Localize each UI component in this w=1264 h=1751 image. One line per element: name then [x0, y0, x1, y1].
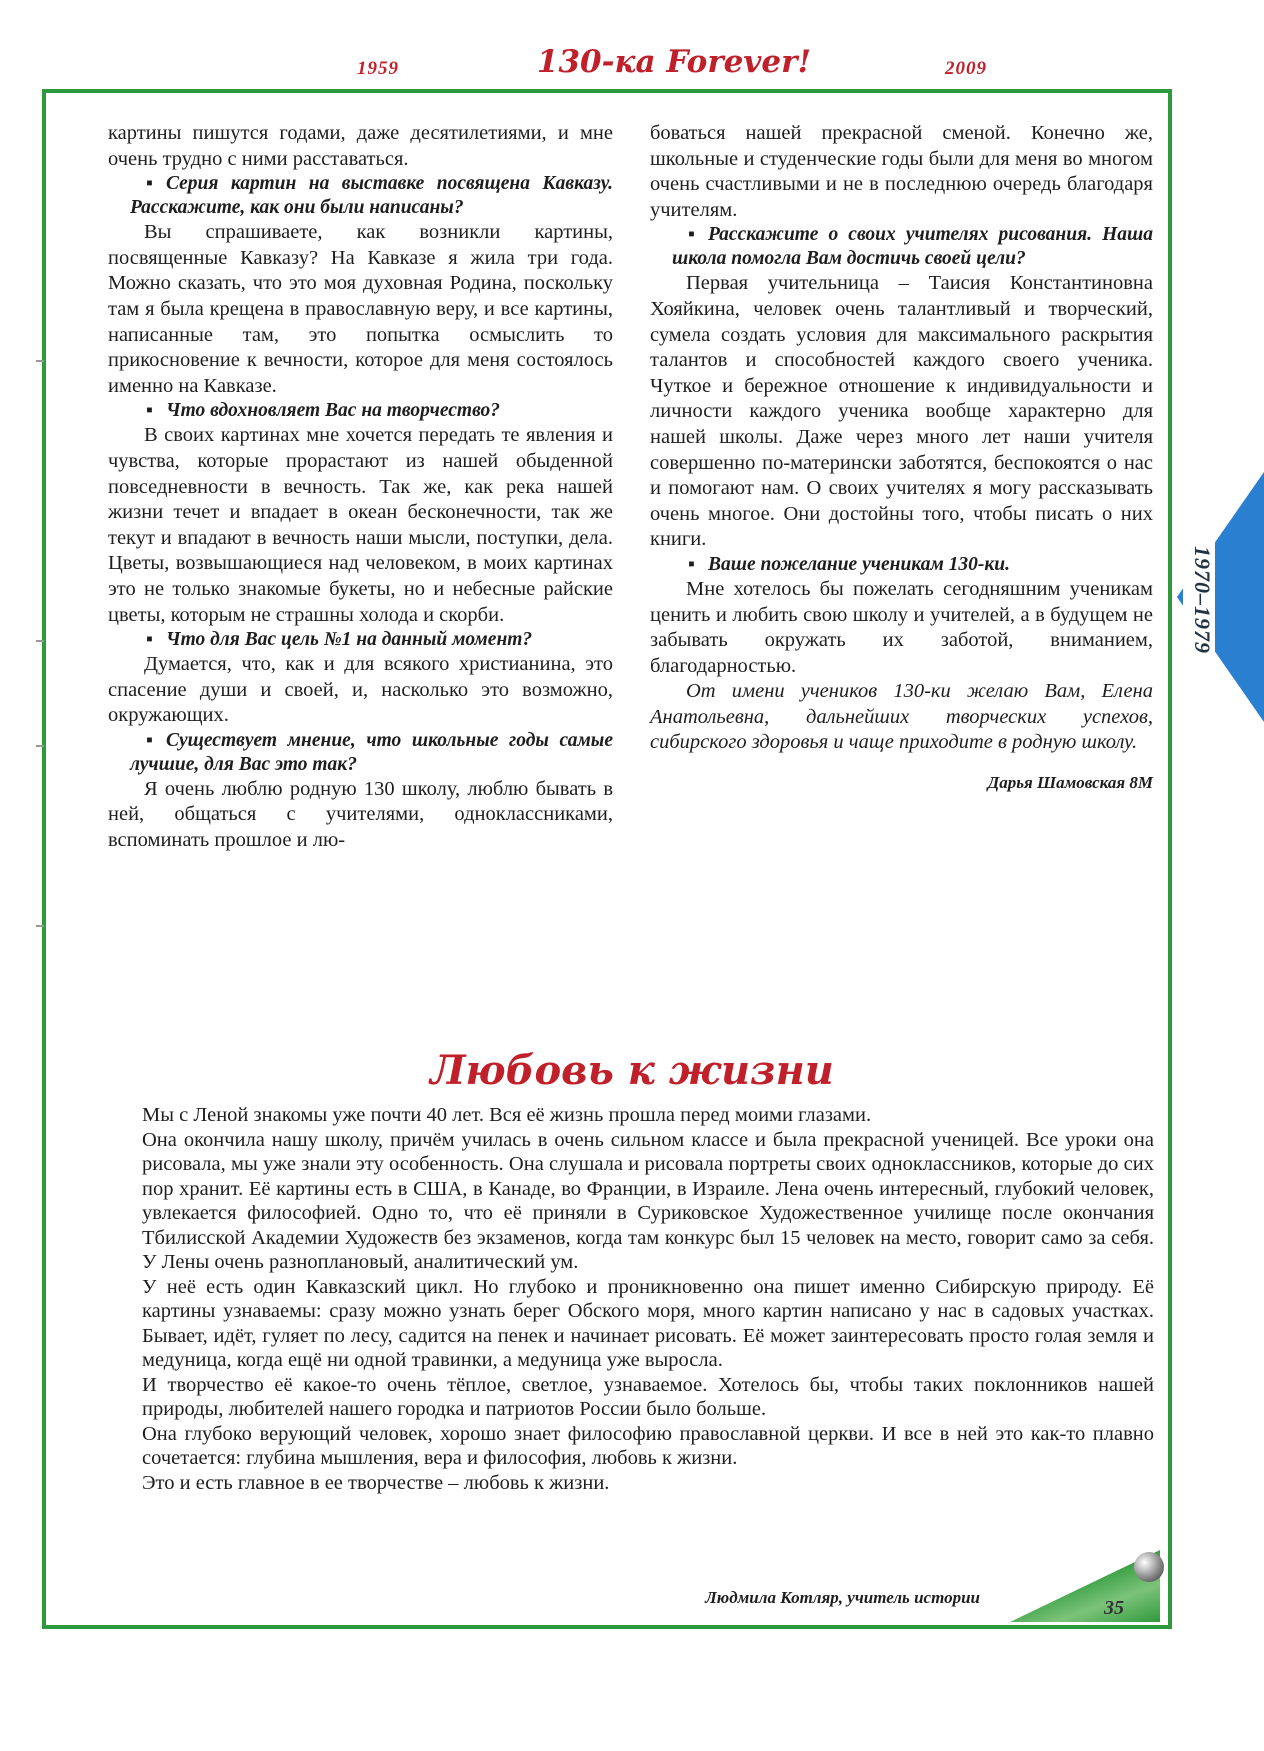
interview-signature: Дарья Шамовская 8М — [987, 773, 1153, 793]
interview-answer: Мне хотелось бы пожелать сегодняшним ученикам ценить и любить свою школу и учителей, а в будущем не забывать окружать их заботой, вниманием, благодарностью. — [650, 577, 1153, 677]
interview-closing: От имени учеников 130-ки желаю Вам, Елена Анатольевна, дальнейших творческих успехов, сибирского здоровья и чаще приходите в родную школу. — [650, 680, 1153, 754]
interview-left-column — [108, 121, 613, 854]
interview-answer: Вы спрашиваете, как возникли картины, посвященные Кавказу? На Кавказе я жила три года. Можно сказать, что это моя духовная Родина, поскольку там я была крещена в православную веру, и все картины, написанные там, это попытка осмыслить то прикосновение к вечности, которое для меня состоялось именно на Кавказе. — [108, 221, 613, 397]
article-paragraph: Она глубоко верующий человек, хорошо знает философию православной церкви. И все в ней это как-то плавно сочетается: глубина мышления, вера и философия, любовь к жизни. — [142, 1422, 1154, 1469]
frame-top-border — [42, 89, 1172, 93]
interview-question — [650, 553, 1153, 577]
bullet-icon: ▪ — [146, 400, 153, 422]
frame-bottom-border — [42, 1625, 1172, 1629]
question-text: Ваше пожелание ученикам 130-ки. — [708, 553, 1011, 575]
article-paragraph: Мы с Леной знакомы уже почти 40 лет. Вся её жизнь прошла перед моими глазами. — [142, 1104, 872, 1126]
bullet-icon: ▪ — [146, 629, 153, 651]
question-text: Что для Вас цель №1 на данный момент? — [166, 629, 533, 651]
margin-mark — [36, 360, 44, 362]
interview-answer: В своих картинах мне хочется передать те явления и чувства, которые прорастают из нашей обыденной повседневности в вечность. Так же, как река нашей жизни течет и впадает в океан бесконечности, так же текут и впадают в вечность наши мысли, поступки, дела. Цветы, возвышающиеся над человеком, в моих картинах это не только знакомые букеты, но и небесные райские цветы, которым не страшны холода и скорби. — [108, 424, 613, 626]
interview-answer: Думается, что, как и для всякого христианина, это спасение души и своей, и, насколько это возможно, окружающих. — [108, 653, 613, 727]
decade-side-label: 1970–1979 — [1183, 520, 1215, 680]
question-text: Расскажите о своих учителях рисования. Наша школа помогла Вам достичь своей цели? — [672, 224, 1153, 270]
bullet-icon: ▪ — [688, 224, 695, 246]
page-number: 35 — [1104, 1597, 1124, 1619]
interview-question — [108, 172, 613, 220]
article-title: Любовь к жизни — [430, 1047, 834, 1094]
margin-mark — [36, 745, 44, 747]
interview-question — [650, 223, 1153, 271]
article-paragraph: И творчество её какое-то очень тёплое, светлое, узнаваемое. Хотелось бы, чтобы таких поклонников нашей природы, любителей нашего городка и патриотов России было больше. — [142, 1373, 1154, 1420]
margin-mark — [36, 640, 44, 642]
article-paragraph: Это и есть главное в ее творчестве – любовь к жизни. — [142, 1471, 610, 1494]
bullet-icon: ▪ — [146, 729, 153, 751]
question-text: Что вдохновляет Вас на творчество? — [166, 400, 501, 422]
interview-question — [108, 399, 613, 423]
question-text: Существует мнение, что школьные годы самые лучшие, для Вас это так? — [130, 729, 613, 775]
interview-right-body — [650, 121, 1153, 679]
bullet-icon: ▪ — [146, 173, 153, 195]
interview-answer: Я очень люблю родную 130 школу, люблю бывать в ней, общаться с учителями, одноклассниками, вспоминать прошлое и лю- — [108, 777, 613, 852]
interview-right-column — [650, 121, 1153, 796]
page-corner-ball — [1134, 1552, 1164, 1582]
header-year-right: 2009 — [945, 58, 987, 79]
article-signature: Людмила Котляр, учитель истории — [705, 1588, 980, 1607]
margin-mark — [36, 925, 44, 927]
header-year-left: 1959 — [357, 58, 399, 79]
interview-answer: картины пишутся годами, даже десятилетиями, и мне очень трудно с ними расставаться. — [108, 122, 613, 170]
frame-left-border — [42, 89, 46, 1629]
article-paragraph: Она окончила нашу школу, причём училась в очень сильном классе и была прекрасной ученицей. Все уроки она рисовала, мы уже знали эту особенность. Она слушала и рисовала портреты своих одноклассников, которые до сих пор хранит. Её картины есть в США, в Канаде, во Франции, в Израиле. Лена очень интересный, глубокий человек, увлекается философией. Одно то, что её приняли в Суриковское Художественное училище после окончания Тбилисской Академии Художеств без экзаменов, когда там конкурс был 15 человек на место, говорит само за себя. У Лены очень разноплановый, аналитический ум. — [142, 1128, 1154, 1273]
interview-answer: Первая учительница – Таисия Константиновна Хояйкина, человек очень талантливый и творческий, сумела создать условия для максимального раскрытия талантов и способностей каждого своего ученика. Чуткое и бережное отношение к индивидуальности и личности каждого ученика вообще характерно для нашей школы. Даже через много лет наши учителя совершенно по-матерински заботятся, беспокоятся о нас и помогают нам. О своих учителях я могу рассказывать очень многое. Они достойны того, чтобы писать о них книги. — [650, 272, 1153, 551]
article-paragraph: У неё есть один Кавказский цикл. Но глубоко и проникновенно она пишет именно Сибирскую природу. Её картины узнаваемы: сразу можно узнать берег Обского моря, много картин написано у нас в садовых участках. Бывает, идёт, гуляет по лесу, садится на пенек и начинает рисовать. Её может заинтересовать просто голая земля и медуница, когда ещё ни одной травинки, а медуница уже выросла. — [142, 1275, 1154, 1371]
interview-question — [108, 729, 613, 777]
header-logo: 130-ка Forever! — [498, 44, 850, 80]
question-text: Серия картин на выставке посвящена Кавказу. Расскажите, как они были написаны? — [130, 173, 613, 219]
bullet-icon: ▪ — [688, 553, 695, 575]
article-body — [142, 1103, 1154, 1495]
frame-right-border — [1168, 89, 1172, 1629]
interview-answer: боваться нашей прекрасной сменой. Конечно же, школьные и студенческие годы были для меня во многом очень счастливыми и не в последнюю очередь благодаря учителям. — [650, 122, 1153, 221]
interview-question — [108, 628, 613, 652]
